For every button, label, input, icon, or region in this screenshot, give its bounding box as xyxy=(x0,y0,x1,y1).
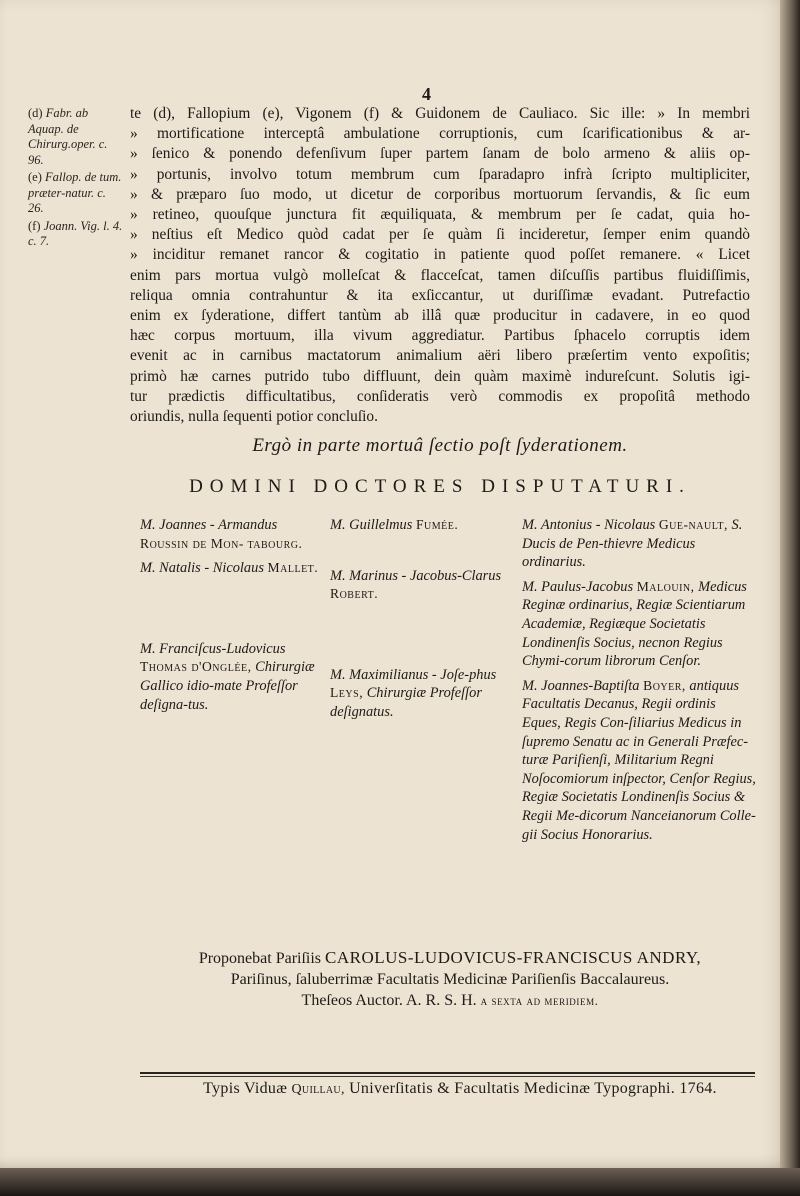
marginal-note: (e) Fallop. de tum. præter-natur. c. 26. xyxy=(28,170,122,215)
marginal-note: (f) Joann. Vig. l. 4. c. 7. xyxy=(28,218,123,248)
proponebat-block xyxy=(130,947,770,1012)
doctor-name: Thomas d'Onglée, xyxy=(140,659,252,675)
doctor-name: Roussin de Mon- xyxy=(140,535,244,551)
text-line: primò hæ carnes putrido tubo diffluunt, dein quàm maximè indureſcunt. Solutis igi- xyxy=(130,367,750,385)
text-line: » portunis, involvo totum membrum cum ſparadapro infrà ſcripto multipliciter, xyxy=(130,165,750,183)
proponebat-line-1: Proponebat Pariſiis CAROLUS-LUDOVICUS-FRANCISCUS ANDRY, xyxy=(198,948,702,967)
doctor-entry: M. Joannes - Armandus Roussin de Mon- tabourg. xyxy=(140,517,303,551)
section-heading: DOMINI DOCTORES DISPUTATURI. xyxy=(189,476,691,497)
text-line: hæc corpus mortuum, illa vivum aggrediatur. Partibus ſphacelo corruptis idem xyxy=(130,327,750,345)
text-line: enim pars mortua vulgò molleſcat & flacceſcat, tamen diſcuſſis partibus fluidiſſimis, xyxy=(130,266,750,284)
doctor-name: Leys, xyxy=(330,685,364,701)
text-line: evenit ac in carnibus mactatorum animalium aëri libero præſertim vento expoſitis; xyxy=(130,347,750,365)
doctor-name: Boyer, xyxy=(643,677,686,693)
marginal-notes xyxy=(28,106,124,252)
doctor-entry: M. Guillelmus Fumée. xyxy=(330,517,459,533)
page-number: 4 xyxy=(422,84,431,104)
doctor-entry: M. Antonius - Nicolaus Gue-nault, S. Ducis de Pen-thievre Medicus ordinarius. xyxy=(522,517,743,571)
text-line: tur prædictis difficultatibus, conſideratis verò commodis ex propoſitâ methodo xyxy=(130,387,750,405)
text-line: » inciditur remanet rancor & cogitatio in patiente quod poſſet remanere. « Licet xyxy=(130,246,750,264)
proponebat-line-3: Theſeos Auctor. A. R. S. H. a sexta ad meridiem. xyxy=(301,992,599,1009)
doctor-name: Gue-nault, xyxy=(658,517,728,532)
doctor-name: Mallet. xyxy=(267,560,319,576)
doctor-entry: M. Franciſcus-Ludovicus Thomas d'Onglée, Chirurgiæ Gallico idio-mate Profeſſor deſigna-tus. xyxy=(140,640,315,713)
doctor-entry: M. Maximilianus - Joſe-phus Leys, Chirurgiæ Profeſſor deſignatus. xyxy=(330,666,497,720)
printer-imprint: Typis Viduæ Quillau, Univerſitatis & Facultatis Medicinæ Typographi. 1764. xyxy=(203,1080,717,1097)
doctors-column-1 xyxy=(140,516,320,720)
doctor-entry: M. Marinus - Jacobus-Clarus Robert. xyxy=(330,567,502,602)
text-line: oriundis, nulla ſequenti potior concluſio. xyxy=(130,408,378,426)
book-spine-shadow xyxy=(780,0,800,1196)
proponebat-line-2: Pariſinus, ſaluberrimæ Facultatis Medicinæ Pariſienſis Baccalaureus. xyxy=(230,971,670,988)
doctor-name: Robert. xyxy=(330,586,379,602)
text-line: » mortificatione interceptâ ambulatione corruptionis, cum ſcarificationibus & ar- xyxy=(130,125,750,143)
doctor-entry: M. Paulus-Jacobus Malouin, Medicus Reginæ ordinarius, Regiæ Scientiarum Academiæ, Regiæque Societatis Londinenſis Socius, necnon Regius Chymi-corum librorum Cenſor. xyxy=(522,578,747,670)
printer-name: Quillau, xyxy=(291,1082,345,1097)
divider-rule xyxy=(140,1076,755,1077)
body-paragraph xyxy=(130,104,750,427)
divider-rule xyxy=(140,1072,755,1074)
text-line: reliqua omnia contrahuntur & ita exſiccantur, ut duriſſimæ evadant. Putrefactio xyxy=(130,286,750,304)
doctor-name: Fumée. xyxy=(415,517,459,532)
doctor-entry: M. Joannes-Baptiſta Boyer, antiquus Facultatis Decanus, Regii ordinis Eques, Regis Con-ſiliarius Medicus in ſupremo Senatu ac in Generali Præfec-turæ Pariſienſi, Militarium Regni Noſocomiorum inſpector, Cenſor Regius, Regiæ Societatis Londinenſis Socius & Regii Me-dicorum Nanceianorum Colle-gii Socius Honorarius. xyxy=(522,677,756,843)
imprint-year: 1764. xyxy=(679,1080,717,1097)
text-line: » ſenico & ponendo defenſivum ſuper partem ſanam de bolo armeno & aliis op- xyxy=(130,145,750,163)
thesis-conclusion: Ergò in parte mortuâ ſectio poſt ſyderationem. xyxy=(252,435,628,456)
text-line: » retineo, quouſque junctura fit æquiliquata, & membrum per ſe cadat, quia ho- xyxy=(130,206,750,224)
page-edge-shadow xyxy=(0,1168,800,1196)
marginal-note: (d) Fabr. ab Aquap. de Chirurg.oper. c. 96. xyxy=(28,106,108,167)
author-name: CAROLUS-LUDOVICUS-FRANCISCUS ANDRY, xyxy=(325,948,702,967)
text-line: » & præparo ſuo modo, ut dicetur de corporibus mortuorum ſervandis, & ſic eum xyxy=(130,185,750,203)
text-line: » neſtius eſt Medico quòd cadat per ſe quàm ſi incideretur, ſemper enim quandò xyxy=(130,226,750,244)
text-line: te (d), Fallopium (e), Vigonem (f) & Guidonem de Cauliaco. Sic ille: » In membri xyxy=(130,105,750,122)
text-line: enim ex ſyderatione, differt tantùm ab illâ quæ producitur in cadavere, in eo quod xyxy=(130,307,750,325)
doctors-column-3 xyxy=(522,516,758,850)
doctors-column-2 xyxy=(330,516,510,728)
doctor-name: Malouin, xyxy=(636,578,695,594)
doctor-entry: M. Natalis - Nicolaus Mallet. xyxy=(140,560,319,577)
